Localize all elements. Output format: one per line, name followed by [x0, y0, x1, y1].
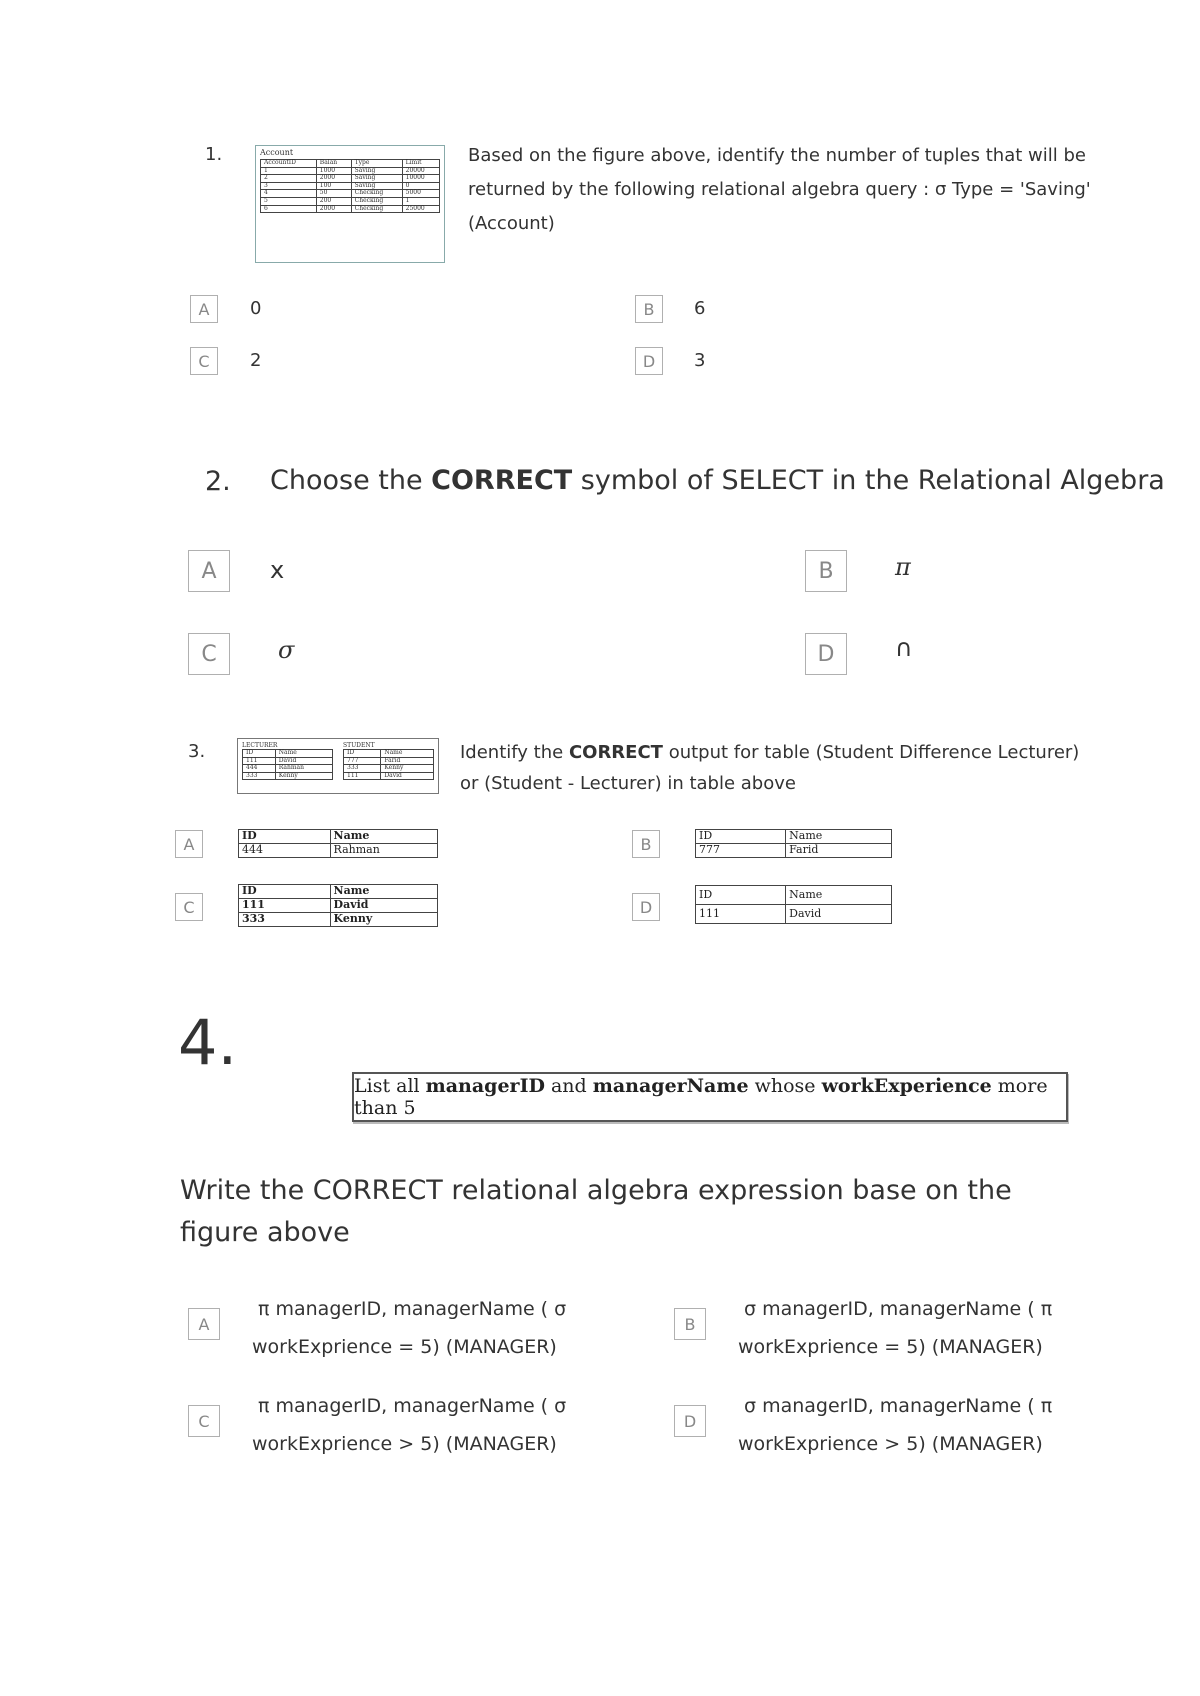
q2-option-a-value[interactable]: x	[270, 556, 285, 584]
table-cell: Kenny	[381, 765, 434, 773]
q1-account-table	[260, 159, 440, 213]
table-cell: Farid	[786, 844, 892, 858]
table-cell: Farid	[381, 757, 434, 765]
q3-question-text	[460, 737, 1100, 799]
q4-figure-text	[354, 1075, 1066, 1119]
table-cell: 111	[243, 757, 276, 765]
table-cell: David	[786, 905, 892, 924]
q4-option-c-line1: π managerID, managerName ( σ	[258, 1395, 567, 1417]
q1-option-d-letter[interactable]: D	[635, 347, 663, 375]
q3-option-a-table[interactable]	[238, 829, 438, 858]
table-header-row	[261, 160, 440, 168]
table-cell: 4	[261, 190, 317, 198]
table-cell: 1000	[316, 167, 351, 175]
q1-account-figure	[255, 145, 445, 263]
table-cell: 5	[261, 197, 317, 205]
table-cell: 10000	[402, 175, 439, 183]
table-header-cell: Name	[330, 830, 437, 844]
q4-figure-part: workExperience	[821, 1075, 992, 1097]
q4-figure-box	[352, 1072, 1068, 1122]
table-row	[261, 175, 440, 183]
q1-option-a-letter[interactable]: A	[190, 295, 218, 323]
q2-text-before: Choose the	[270, 465, 432, 496]
table-cell: Saving	[351, 182, 402, 190]
q4-figure-part: whose	[748, 1075, 822, 1097]
table-cell: Saving	[351, 167, 402, 175]
table-header-cell: ID	[696, 830, 786, 844]
q3-option-d-table[interactable]	[695, 885, 892, 924]
q4-option-a-letter[interactable]: A	[188, 1308, 220, 1340]
table-row	[261, 190, 440, 198]
table-row	[696, 905, 892, 924]
q2-text-bold: CORRECT	[431, 465, 573, 496]
table-cell: 3	[261, 182, 317, 190]
table-header-cell: Name	[275, 750, 332, 758]
table-cell: 111	[239, 899, 331, 913]
q4-figure-part: managerName	[592, 1075, 749, 1097]
q4-option-c-letter[interactable]: C	[188, 1405, 220, 1437]
table-header-cell: ID	[696, 886, 786, 905]
table-header-row	[344, 750, 434, 758]
q3-text-bold: CORRECT	[568, 742, 663, 763]
table-cell: 100	[316, 182, 351, 190]
q3-lecturer-block	[242, 742, 333, 790]
table-cell: Checking	[351, 197, 402, 205]
table-cell: Kenny	[330, 913, 437, 927]
q1-option-b-letter[interactable]: B	[635, 295, 663, 323]
q4-figure-part: managerID	[425, 1075, 545, 1097]
q2-option-a-letter[interactable]: A	[188, 550, 230, 592]
q4-option-d-line1: σ managerID, managerName ( π	[744, 1395, 1053, 1417]
table-cell: 25000	[402, 205, 439, 213]
table-cell: Saving	[351, 175, 402, 183]
table-cell: 5000	[402, 190, 439, 198]
table-cell: 111	[696, 905, 786, 924]
q3-student-title: STUDENT	[343, 742, 375, 749]
table-cell: David	[330, 899, 437, 913]
q4-option-a-line1: π managerID, managerName ( σ	[258, 1298, 567, 1320]
table-cell: 111	[344, 772, 381, 780]
q4-question-text: Write the CORRECT relational algebra expression base on the figure above	[180, 1175, 1012, 1248]
q1-number: 1.	[205, 144, 223, 165]
table-cell: 1	[261, 167, 317, 175]
q3-option-b-letter[interactable]: B	[632, 830, 660, 858]
q2-number: 2.	[205, 466, 231, 497]
q2-option-b-value[interactable]: π	[895, 553, 911, 581]
table-header-row	[239, 830, 438, 844]
q3-student-block	[343, 742, 434, 790]
table-cell: David	[275, 757, 332, 765]
table-row	[261, 205, 440, 213]
q1-figure-title: Account	[260, 148, 294, 157]
q3-option-c-letter[interactable]: C	[175, 893, 203, 921]
q1-question-text: Based on the figure above, identify the number of tuples that will be returned by the following relational algebra query : σ Type = 'Saving' (Account)	[468, 145, 1091, 234]
q1-option-a-value[interactable]: 0	[250, 298, 262, 319]
table-header-cell: Name	[381, 750, 434, 758]
q1-option-b-value[interactable]: 6	[694, 298, 706, 319]
table-cell: 1	[402, 197, 439, 205]
table-header-cell: ID	[243, 750, 276, 758]
q4-option-d-letter[interactable]: D	[674, 1405, 706, 1437]
table-header-cell: Type	[351, 160, 402, 168]
table-header-row	[243, 750, 333, 758]
table-header-cell: Name	[789, 887, 823, 901]
table-cell: 2000	[316, 205, 351, 213]
q4-number: 4.	[178, 1006, 238, 1079]
q2-option-b-letter[interactable]: B	[805, 550, 847, 592]
q4-option-d-text[interactable]	[738, 1387, 1052, 1463]
table-header-cell: AccountID	[261, 160, 317, 168]
q2-option-c-letter[interactable]: C	[188, 633, 230, 675]
q4-option-b-line2: workExprience = 5) (MANAGER)	[738, 1336, 1043, 1358]
table-cell: 333	[344, 765, 381, 773]
q3-student-table	[343, 749, 434, 780]
table-header-cell: ID	[344, 750, 381, 758]
q1-option-c-letter[interactable]: C	[190, 347, 218, 375]
table-header-row	[239, 885, 438, 899]
q4-option-a-text[interactable]	[252, 1290, 566, 1366]
q2-option-c-value[interactable]: σ	[278, 636, 295, 664]
table-row	[239, 899, 438, 913]
q3-text-before: Identify the	[460, 742, 569, 763]
q4-option-b-letter[interactable]: B	[674, 1308, 706, 1340]
q2-text-after: symbol of SELECT in the Relational Algebra	[572, 465, 1165, 496]
table-cell: David	[381, 772, 434, 780]
q2-option-d-value[interactable]: ∩	[895, 634, 913, 662]
table-cell: 444	[243, 765, 276, 773]
table-cell: 333	[239, 913, 331, 927]
q1-option-c-value[interactable]: 2	[250, 350, 262, 371]
table-row	[261, 197, 440, 205]
q3-lecturer-table	[242, 749, 333, 780]
table-header-cell: Name	[330, 885, 437, 899]
q4-option-c-text[interactable]	[252, 1387, 566, 1463]
table-cell: Rahman	[275, 765, 332, 773]
table-row	[239, 844, 438, 858]
table-row	[696, 844, 892, 858]
q3-option-d-letter[interactable]: D	[632, 893, 660, 921]
table-header-cell: Balan	[316, 160, 351, 168]
table-header-row	[696, 830, 892, 844]
table-cell: 0	[402, 182, 439, 190]
q4-figure-part: and	[544, 1075, 593, 1097]
table-cell: 50	[316, 190, 351, 198]
q4-option-d-line2: workExprience > 5) (MANAGER)	[738, 1433, 1043, 1455]
table-cell: 333	[243, 772, 276, 780]
table-cell: 444	[239, 844, 331, 858]
q4-figure-part: List all	[354, 1075, 426, 1097]
q3-lecturer-title: LECTURER	[242, 742, 278, 749]
q4-option-b-text[interactable]	[738, 1290, 1052, 1366]
table-cell: 6	[261, 205, 317, 213]
table-cell: Checking	[351, 190, 402, 198]
q1-option-d-value[interactable]: 3	[694, 350, 706, 371]
q4-option-b-line1: σ managerID, managerName ( π	[744, 1298, 1053, 1320]
table-row	[239, 913, 438, 927]
q3-option-a-letter[interactable]: A	[175, 830, 203, 858]
q3-figure	[237, 738, 439, 794]
table-header-row	[696, 886, 892, 905]
q4-option-a-line2: workExprience = 5) (MANAGER)	[252, 1336, 557, 1358]
q3-text-after: output for table (Student Difference Lecturer) or (Student - Lecturer) in table above	[460, 742, 1080, 794]
table-cell: 2000	[316, 175, 351, 183]
table-header-cell: Name	[786, 830, 892, 844]
q4-option-c-line2: workExprience > 5) (MANAGER)	[252, 1433, 557, 1455]
table-header-cell: ID	[239, 830, 331, 844]
q4-figure-part: more than 5	[354, 1075, 1048, 1119]
table-cell: Checking	[351, 205, 402, 213]
table-row	[243, 772, 333, 780]
table-header-cell: Limit	[402, 160, 439, 168]
table-cell: Rahman	[330, 844, 437, 858]
table-cell: 777	[344, 757, 381, 765]
table-cell: 20000	[402, 167, 439, 175]
q3-number: 3.	[188, 741, 206, 762]
q2-option-d-letter[interactable]: D	[805, 633, 847, 675]
q2-question-text	[270, 465, 1165, 496]
table-cell: 777	[696, 844, 786, 858]
table-cell: 2	[261, 175, 317, 183]
table-row	[344, 772, 434, 780]
q3-option-b-table[interactable]	[695, 829, 892, 858]
table-cell: Kenny	[275, 772, 332, 780]
table-cell: 200	[316, 197, 351, 205]
q3-option-c-table[interactable]	[238, 884, 438, 927]
table-header-cell: ID	[239, 885, 331, 899]
